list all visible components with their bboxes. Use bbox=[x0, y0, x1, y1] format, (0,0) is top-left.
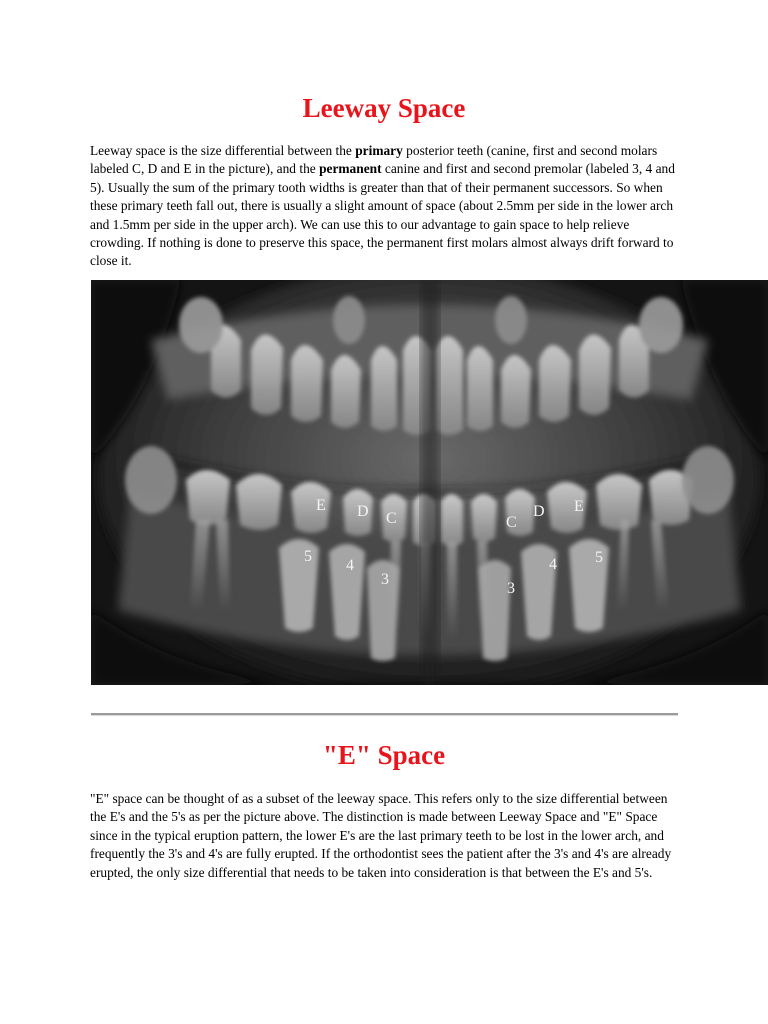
bold-primary: primary bbox=[355, 143, 403, 158]
leeway-paragraph bbox=[90, 142, 686, 271]
label-left-4: 4 bbox=[346, 557, 354, 574]
section-title-e-space: "E" Space bbox=[322, 740, 446, 770]
label-left-d: D bbox=[357, 503, 369, 520]
section-divider bbox=[91, 713, 678, 716]
bold-permanent: permanent bbox=[319, 161, 382, 177]
label-left-5: 5 bbox=[304, 548, 312, 565]
panoramic-xray-image bbox=[91, 280, 768, 685]
label-right-c: C bbox=[506, 514, 517, 531]
label-left-e: E bbox=[316, 497, 326, 514]
page-title: Leeway Space bbox=[302, 93, 466, 123]
text-run: canine and first and second premolar (labeled 3, 4 and 5). Usually the sum of the primary tooth widths is greater than that of their permanent successors. So when these primary teeth fall out, there is usually a slight amount of space (about 2.5mm per side in the lower arch and 1.5mm per side in the upper arch). We can use this to our advantage to gain space to help relieve crowding. If nothing is done to preserve this space, the permanent first molars almost always drift forward to close it. bbox=[90, 161, 675, 269]
label-right-5: 5 bbox=[595, 549, 603, 566]
text-run: posterior teeth (canine, first and second molars labeled C, D and E in the picture), and the bbox=[90, 143, 658, 177]
label-left-3: 3 bbox=[381, 571, 389, 588]
label-right-d: D bbox=[533, 503, 545, 520]
e-space-paragraph: "E" space can be thought of as a subset of the leeway space. This refers only to the size differential between the E's and the 5's as per the picture above. The distinction is made between Leeway Space and "E" Space since in the typical eruption pattern, the lower E's are the last primary teeth to be lost in the lower arch, and frequently the 3's and 4's are fully erupted. If the orthodontist sees the patient after the 3's and 4's are already erupted, the only size differential that needs to be taken into consideration is that between the E's and 5's. bbox=[90, 791, 672, 880]
label-left-c: C bbox=[386, 510, 397, 527]
label-right-4: 4 bbox=[549, 556, 557, 573]
text-run: Leeway space is the size differential between the bbox=[90, 143, 356, 158]
label-right-3: 3 bbox=[507, 580, 515, 597]
xray-illustration bbox=[91, 280, 768, 685]
label-right-e: E bbox=[574, 498, 584, 515]
